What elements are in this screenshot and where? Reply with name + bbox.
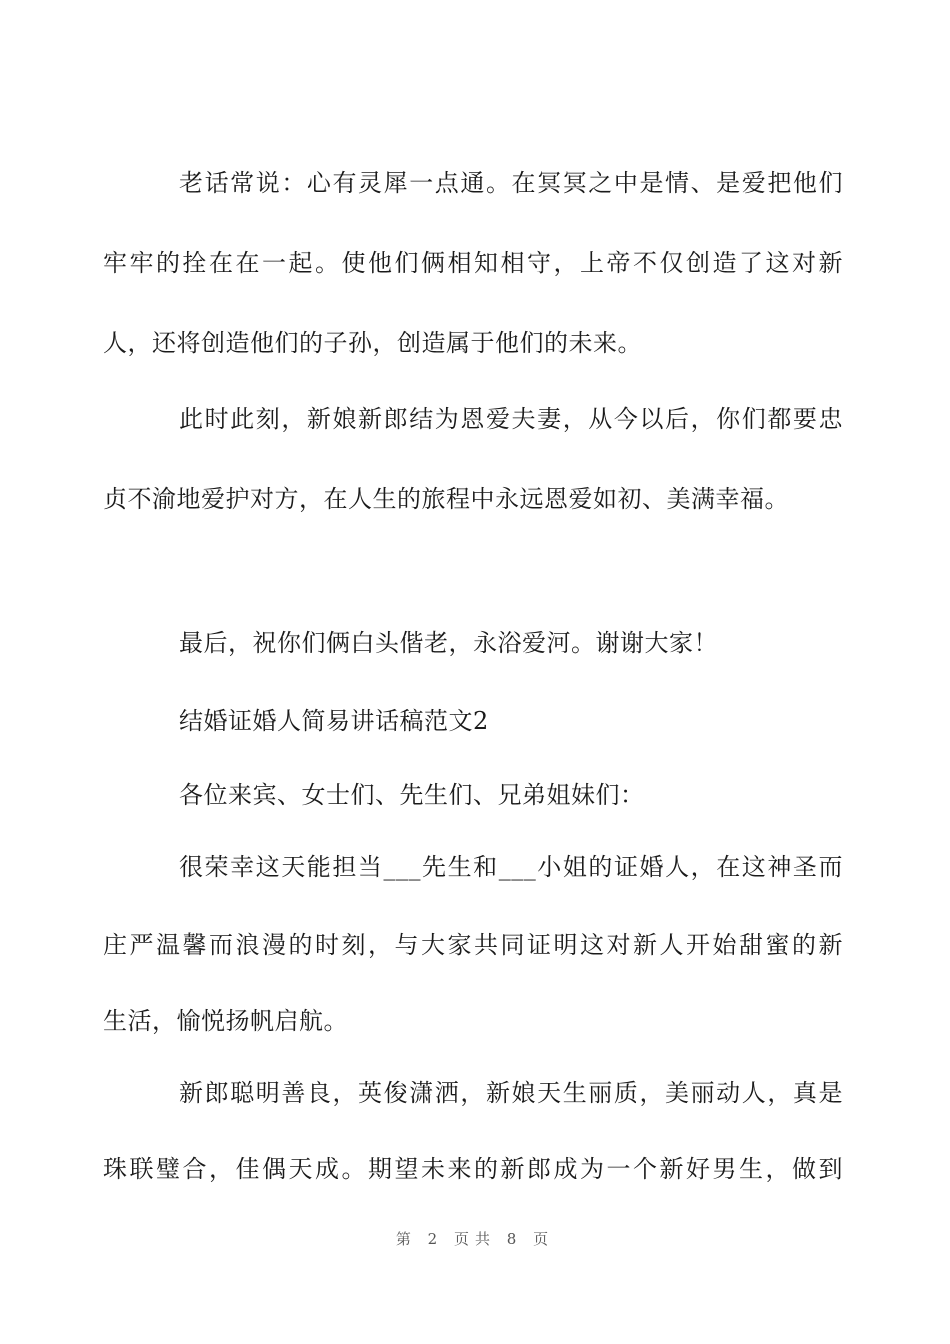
text-line: 贞不渝地爱护对方，在人生的旅程中永远恩爱如初、美满幸福。 bbox=[103, 485, 789, 513]
paragraph bbox=[103, 1076, 843, 1183]
text-line: 珠联璧合，佳偶天成。期望未来的新郎成为一个新好男生，做到 bbox=[103, 1155, 843, 1183]
text-line: 很荣幸这天能担当___先生和___小姐的证婚人，在这神圣而 bbox=[179, 853, 843, 881]
page-number-footer: 第 2 页共 8 页 bbox=[395, 1230, 555, 1248]
text-line: 庄严温馨而浪漫的时刻，与大家共同证明这对新人开始甜蜜的新 bbox=[103, 931, 843, 959]
text-line: 最后，祝你们俩白头偕老，永浴爱河。谢谢大家！ bbox=[179, 629, 718, 657]
paragraph bbox=[103, 402, 843, 513]
text-line: 各位来宾、女士们、先生们、兄弟姐妹们： bbox=[179, 781, 645, 809]
text-line: 人，还将创造他们的子孙，创造属于他们的未来。 bbox=[103, 329, 642, 357]
text-line: 生活，愉悦扬帆启航。 bbox=[103, 1007, 348, 1035]
text-line: 结婚证婚人简易讲话稿范文2 bbox=[179, 707, 489, 735]
text-line: 老话常说：心有灵犀一点通。在冥冥之中是情、是爱把他们 bbox=[179, 169, 843, 197]
text-line: 此时此刻，新娘新郎结为恩爱夫妻，从今以后，你们都要忠 bbox=[179, 405, 843, 433]
salutation bbox=[103, 778, 843, 812]
text-line: 新郎聪明善良，英俊潇洒，新娘天生丽质，美丽动人，真是 bbox=[179, 1079, 843, 1107]
paragraph bbox=[103, 626, 843, 660]
text-line: 牢牢的拴在在一起。使他们俩相知相守，上帝不仅创造了这对新 bbox=[103, 249, 843, 277]
paragraph bbox=[103, 850, 843, 1035]
paragraph bbox=[103, 166, 843, 357]
section-heading bbox=[103, 704, 843, 738]
